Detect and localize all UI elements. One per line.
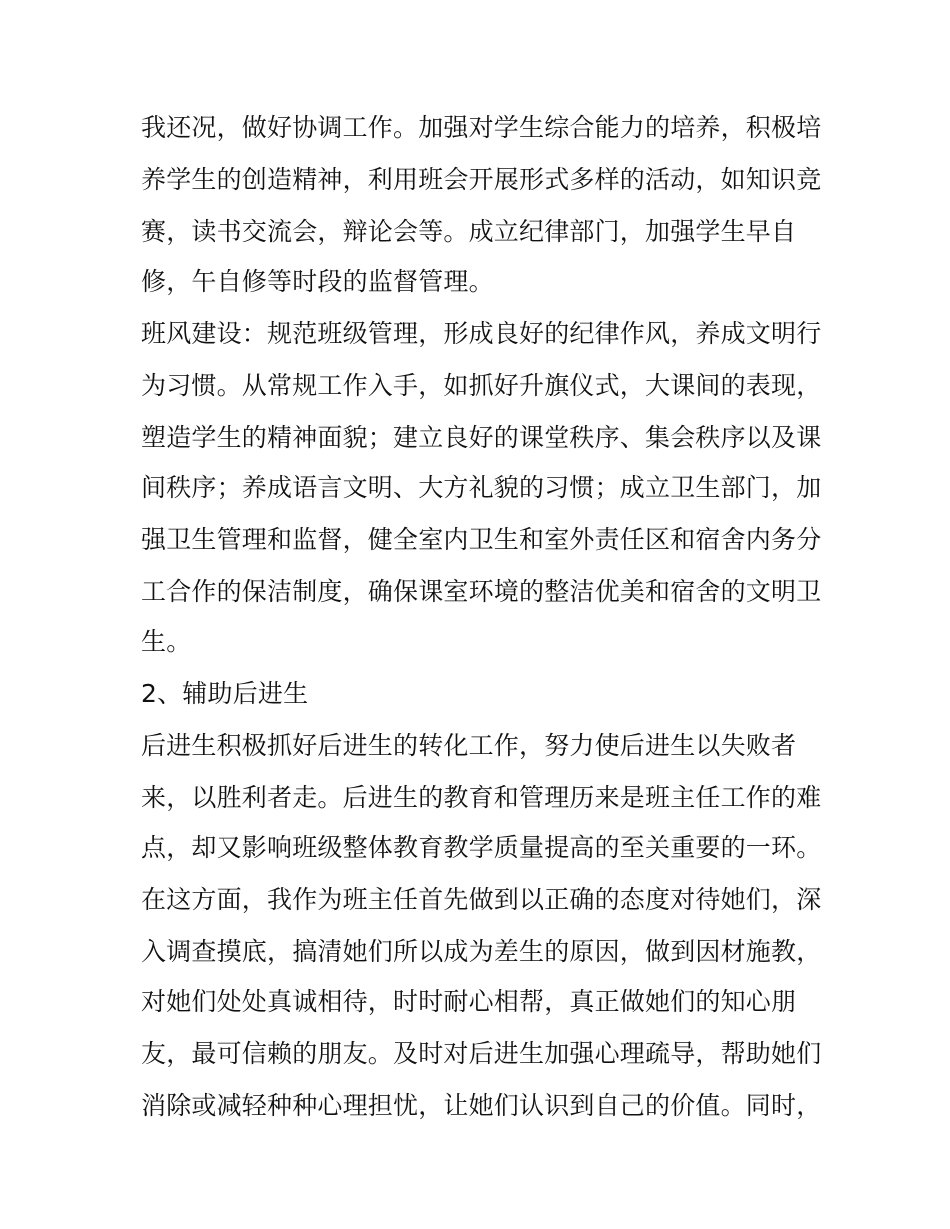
text-line: 在这方面，我作为班主任首先做到以正确的态度对待她们，深 (141, 885, 822, 914)
text-line: 对她们处处真诚相待，时时耐心相帮，真正做她们的知心朋 (141, 987, 797, 1016)
text-line: 工合作的保洁制度，确保课室环境的整洁优美和宿舍的文明卫 (141, 577, 822, 606)
text-line: 我还况，做好协调工作。加强对学生综合能力的培养，积极培 (141, 113, 822, 142)
text-line: 班风建设：规范班级管理，形成良好的纪律作风，养成文明行 (141, 319, 822, 348)
text-line: 点，却又影响班级整体教育教学质量提高的至关重要的一环。 (141, 833, 822, 862)
text-line: 塑造学生的精神面貌；建立良好的课堂秩序、集会秩序以及课 (141, 423, 822, 452)
text-line: 友，最可信赖的朋友。及时对后进生加强心理疏导，帮助她们 (141, 1039, 822, 1068)
text-line: 入调查摸底，搞清她们所以成为差生的原因，做到因材施教， (141, 937, 822, 966)
text-line: 为习惯。从常规工作入手，如抓好升旗仪式，大课间的表现， (141, 371, 822, 400)
text-line: 消除或减轻种种心理担忧，让她们认识到自己的价值。同时， (141, 1091, 822, 1120)
text-line: 间秩序；养成语言文明、大方礼貌的习惯；成立卫生部门，加 (141, 473, 822, 502)
text-line: 养学生的创造精神，利用班会开展形式多样的活动，如知识竞 (141, 165, 822, 194)
text-line: 赛，读书交流会，辩论会等。成立纪律部门，加强学生早自 (141, 217, 797, 246)
text-line: 生。 (141, 627, 192, 656)
text-line: 修，午自修等时段的监督管理。 (141, 267, 494, 296)
text-line: 后进生积极抓好后进生的转化工作，努力使后进生以失败者 (141, 731, 797, 760)
section-heading: 2、辅助后进生 (141, 679, 309, 708)
text-line: 强卫生管理和监督，健全室内卫生和室外责任区和宿舍内务分 (141, 525, 822, 554)
text-line: 来，以胜利者走。后进生的教育和管理历来是班主任工作的难 (141, 783, 822, 812)
